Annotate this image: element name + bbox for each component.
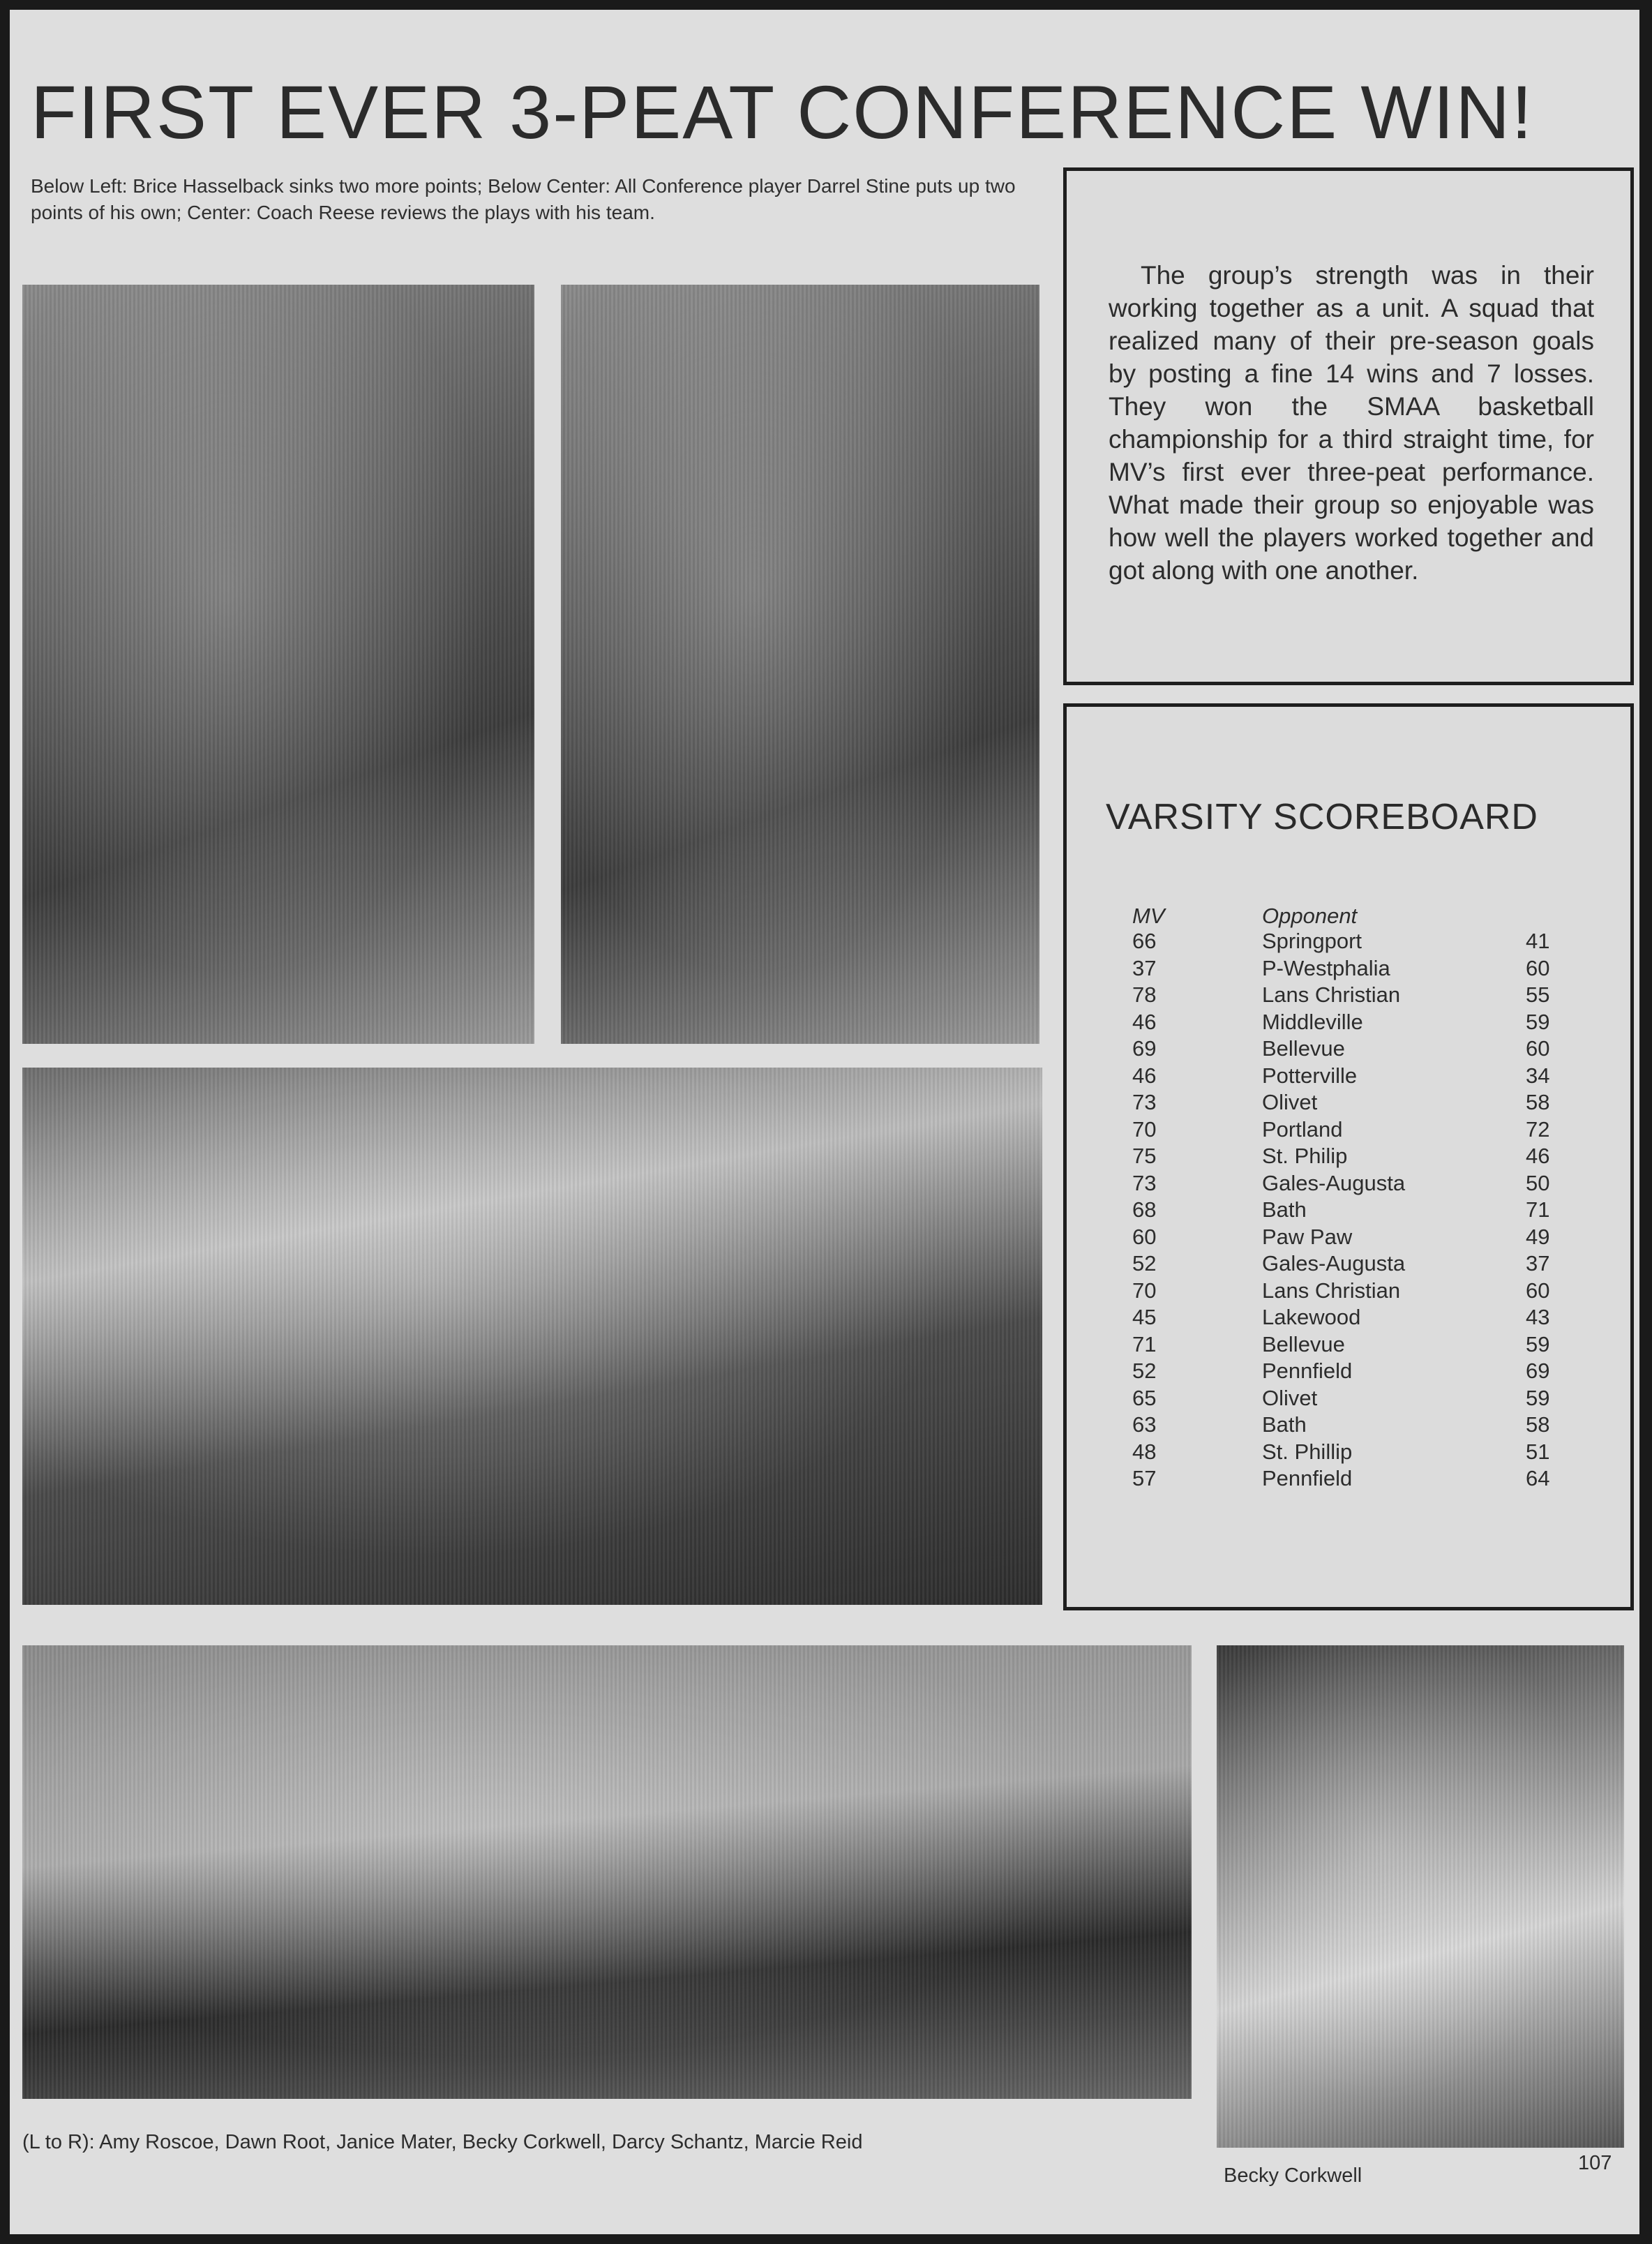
opponent-name: St. Phillip [1262,1439,1353,1464]
mv-score: 63 [1132,1412,1157,1437]
mv-score: 68 [1132,1197,1157,1222]
opponent-score: 50 [1526,1170,1550,1195]
scoreboard-header-mv: MV [1132,904,1165,928]
mv-score: 52 [1132,1359,1157,1383]
opponent-name: Springport [1262,929,1362,953]
mv-score: 46 [1132,1063,1157,1088]
mv-score: 71 [1132,1331,1157,1356]
opponent-score: 60 [1526,1036,1550,1061]
photo-cheerleaders [22,1645,1192,2099]
story-text: The group’s strength was in their working together as a unit. A squad that realized many of their pre-season goals by posting a fine 14 wins and 7 losses. They won the SMAA basketball championship for a third straight time, for MV’s first ever three-peat performance. What made their group so enjoyable was how well the players worked together and got along with one another. [1109,261,1594,585]
opponent-score: 55 [1526,982,1550,1007]
opponent-score: 71 [1526,1197,1550,1222]
scoreboard-row [1067,1036,1630,1063]
opponent-score: 59 [1526,1385,1550,1410]
scoreboard-row [1067,1090,1630,1117]
opponent-name: Potterville [1262,1063,1358,1088]
scoreboard-row [1067,929,1630,956]
opponent-name: St. Philip [1262,1144,1348,1168]
opponent-score: 37 [1526,1251,1550,1276]
opponent-score: 64 [1526,1466,1550,1490]
opponent-name: Lakewood [1262,1305,1361,1329]
scoreboard-rows [1067,929,1630,1493]
mv-score: 69 [1132,1036,1157,1061]
yearbook-page [10,10,1639,2234]
scoreboard-row [1067,1251,1630,1278]
opponent-name: Portland [1262,1116,1343,1142]
scoreboard-header-opponent: Opponent [1262,904,1358,928]
mv-score: 45 [1132,1305,1157,1329]
scoreboard-row [1067,1359,1630,1386]
page-headline: FIRST EVER 3-PEAT CONFERENCE WIN! [31,70,1534,154]
opponent-score: 34 [1526,1063,1550,1088]
mv-score: 70 [1132,1116,1157,1142]
mv-score: 37 [1132,955,1157,980]
mv-score: 73 [1132,1170,1157,1195]
opponent-name: P-Westphalia [1262,955,1390,980]
opponent-name: Pennfield [1262,1466,1353,1490]
scoreboard-row [1067,1332,1630,1359]
opponent-name: Lans Christian [1262,1278,1401,1303]
scoreboard-row [1067,1171,1630,1198]
scoreboard-row [1067,1386,1630,1413]
scoreboard-row [1067,1305,1630,1332]
opponent-score: 59 [1526,1009,1550,1034]
scoreboard-box [1063,703,1634,1610]
opponent-score: 60 [1526,955,1550,980]
opponent-score: 51 [1526,1439,1550,1464]
opponent-name: Gales-Augusta [1262,1251,1406,1276]
opponent-name: Olivet [1262,1385,1318,1410]
mv-score: 66 [1132,929,1157,953]
opponent-score: 41 [1526,929,1550,953]
scoreboard-row [1067,1010,1630,1037]
mv-score: 78 [1132,982,1157,1007]
opponent-score: 72 [1526,1116,1550,1142]
photo-cheerleader-portrait [1217,1645,1624,2148]
scoreboard-title: VARSITY SCOREBOARD [1106,797,1538,837]
scoreboard-row [1067,1466,1630,1493]
mv-score: 52 [1132,1251,1157,1276]
scoreboard-row [1067,1063,1630,1091]
mv-score: 65 [1132,1385,1157,1410]
opponent-name: Pennfield [1262,1359,1353,1383]
photo-team-huddle [22,1068,1042,1605]
opponent-score: 49 [1526,1224,1550,1249]
opponent-name: Bath [1262,1412,1307,1437]
opponent-name: Bath [1262,1197,1307,1222]
story-box [1063,167,1634,685]
opponent-score: 43 [1526,1305,1550,1329]
photo-layup-player-44 [22,285,534,1044]
scoreboard-row [1067,956,1630,983]
opponent-score: 59 [1526,1331,1550,1356]
scoreboard-row [1067,1412,1630,1439]
opponent-name: Bellevue [1262,1036,1345,1061]
scoreboard-row [1067,1439,1630,1467]
photo-layup-player-50 [561,285,1039,1044]
opponent-score: 58 [1526,1412,1550,1437]
opponent-name: Olivet [1262,1090,1318,1114]
scoreboard-row [1067,1225,1630,1252]
mv-score: 75 [1132,1144,1157,1168]
opponent-score: 69 [1526,1359,1550,1383]
cheerleaders-caption: (L to R): Amy Roscoe, Dawn Root, Janice Mater, Becky Corkwell, Darcy Schantz, Marcie Reid [22,2131,863,2153]
opponent-name: Bellevue [1262,1331,1345,1356]
opponent-name: Lans Christian [1262,982,1401,1007]
opponent-score: 58 [1526,1090,1550,1114]
opponent-name: Middleville [1262,1009,1363,1034]
page-number: 107 [1578,2152,1612,2174]
mv-score: 57 [1132,1466,1157,1490]
scoreboard-row [1067,982,1630,1010]
top-photo-caption: Below Left: Brice Hasselback sinks two more points; Below Center: All Conference player Darrel Stine puts up two points of his own; Center: Coach Reese reviews the plays with his team. [31,175,1016,223]
opponent-name: Paw Paw [1262,1224,1353,1249]
scoreboard-row [1067,1117,1630,1144]
opponent-score: 46 [1526,1144,1550,1168]
mv-score: 60 [1132,1224,1157,1249]
scoreboard-row [1067,1278,1630,1306]
mv-score: 46 [1132,1009,1157,1034]
portrait-caption: Becky Corkwell [1224,2164,1362,2187]
mv-score: 73 [1132,1090,1157,1114]
opponent-name: Gales-Augusta [1262,1170,1406,1195]
scoreboard-row [1067,1144,1630,1171]
mv-score: 70 [1132,1278,1157,1303]
opponent-score: 60 [1526,1278,1550,1303]
scoreboard-row [1067,1197,1630,1225]
mv-score: 48 [1132,1439,1157,1464]
